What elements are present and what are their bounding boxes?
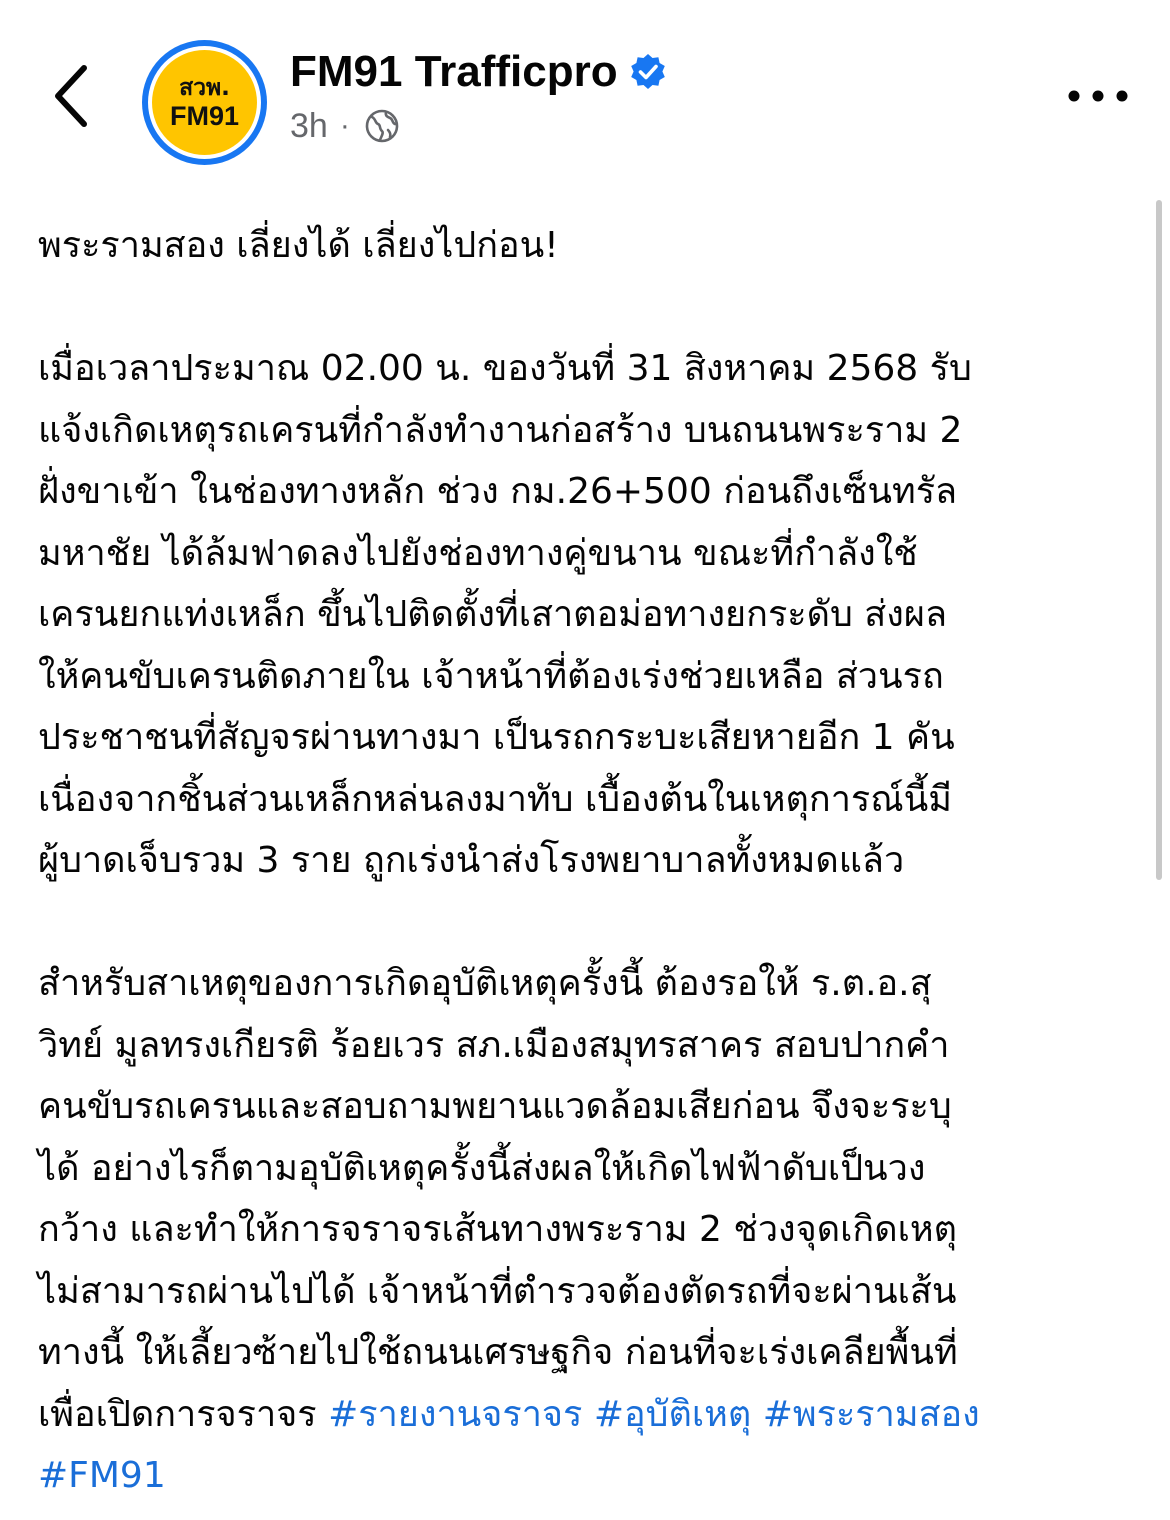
- page-name[interactable]: FM91 Trafficpro: [290, 47, 618, 96]
- hashtag-accident[interactable]: #อุบัติเหตุ: [593, 1393, 752, 1435]
- avatar-text-bottom: FM91: [169, 100, 240, 131]
- post-text-line-with-hashtags: [38, 1384, 1138, 1446]
- post-text-line: แจ้งเกิดเหตุรถเครนที่กำลังทำงานก่อสร้าง บนถนนพระราม 2: [38, 409, 963, 451]
- post-text-line: เครนยกแท่งเหล็ก ขึ้นไปติดตั้งที่เสาตอม่อทางยกระดับ ส่งผล: [38, 594, 947, 635]
- post-text-line: เนื่องจากชิ้นส่วนเหล็กหล่นลงมาทับ เบื้องต้นในเหตุการณ์นี้มี: [38, 778, 952, 820]
- post-hashtag-line: [38, 1445, 1138, 1507]
- meta-separator: ·: [339, 109, 350, 142]
- post-body: [38, 215, 1138, 1507]
- chevron-left-icon: [40, 58, 104, 134]
- post-text-line: มหาชัย ได้ล้มฟาดลงไปยังช่องทางคู่ขนาน ขณะที่กำลังใช้: [38, 532, 918, 574]
- post-headline: พระรามสอง เลี่ยงได้ เลี่ยงไปก่อน!: [38, 225, 559, 266]
- post-meta: [290, 104, 400, 148]
- more-options-button[interactable]: [1062, 76, 1134, 116]
- post-text-line: ได้ อย่างไรก็ตามอุบัติเหตุครั้งนี้ส่งผลให้เกิดไฟฟ้าดับเป็นวง: [38, 1147, 926, 1189]
- post-text-line: สำหรับสาเหตุของการเกิดอุบัติเหตุครั้งนี้ ต้องรอให้ ร.ต.อ.สุ: [38, 963, 932, 1004]
- page-name-row: [290, 44, 668, 100]
- more-horizontal-icon: [1062, 76, 1134, 116]
- post-text-line: ไม่สามารถผ่านไปได้ เจ้าหน้าที่ตำรวจต้องตัดรถที่จะผ่านเส้น: [38, 1270, 957, 1312]
- avatar-text-top: สวพ.: [179, 74, 230, 101]
- post-text-line: วิทย์ มูลทรงเกียรติ ร้อยเวร สภ.เมืองสมุทรสาคร สอบปากคำ: [38, 1024, 950, 1066]
- verified-badge-icon: [628, 52, 668, 92]
- hashtag-fm91[interactable]: #FM91: [38, 1455, 166, 1496]
- post-text-line: ให้คนขับเครนติดภายใน เจ้าหน้าที่ต้องเร่งช่วยเหลือ ส่วนรถ: [38, 655, 944, 697]
- globe-icon: [364, 108, 400, 144]
- post-text-segment: เพื่อเปิดการจราจร: [38, 1393, 317, 1435]
- post-text-line: คนขับรถเครนและสอบถามพยานแวดล้อมเสียก่อน จึงจะระบุ: [38, 1086, 952, 1127]
- post-text-line: กว้าง และทำให้การจราจรเส้นทางพระราม 2 ช่วงจุดเกิดเหตุ: [38, 1209, 958, 1250]
- post-text-line: เมื่อเวลาประมาณ 02.00 น. ของวันที่ 31 สิงหาคม 2568 รับ: [38, 348, 972, 389]
- scrollbar[interactable]: [1156, 200, 1162, 880]
- post-text-line: ทางนี้ ให้เลี้ยวซ้ายไปใช้ถนนเศรษฐกิจ ก่อนที่จะเร่งเคลียพื้นที่: [38, 1332, 958, 1373]
- post-text-line: ผู้บาดเจ็บรวม 3 ราย ถูกเร่งนำส่งโรงพยาบาลทั้งหมดแล้ว: [38, 840, 905, 881]
- post-timestamp[interactable]: 3h: [290, 106, 328, 145]
- page-avatar[interactable]: [142, 40, 267, 165]
- post-header: [0, 0, 1170, 190]
- post-text-line: ฝั่งขาเข้า ในช่องทางหลัก ช่วง กม.26+500 ก่อนถึงเซ็นทรัล: [38, 471, 958, 512]
- hashtag-rama-2[interactable]: #พระรามสอง: [762, 1393, 980, 1435]
- post-text-line: ประชาชนที่สัญจรผ่านทางมา เป็นรถกระบะเสียหายอีก 1 คัน: [38, 717, 955, 758]
- back-button[interactable]: [40, 58, 104, 134]
- hashtag-traffic-report[interactable]: #รายงานจราจร: [328, 1393, 583, 1435]
